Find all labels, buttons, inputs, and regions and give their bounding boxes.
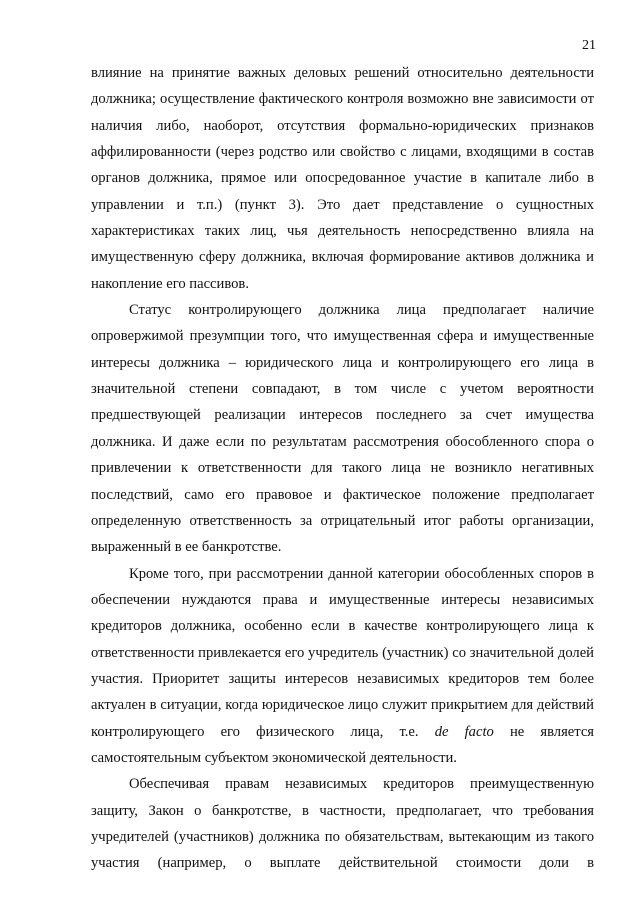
page-number: 21 (582, 38, 596, 53)
latin-term-de-facto: de facto (434, 723, 494, 740)
paragraph-1: влияние на принятие важных деловых решений относительно деятельности должника; осуществление фактического контроля возможно вне зависимости от наличия либо, наоборот, отсутствия формально-юридических признаков аффилированности (через родство или свойство с лицами, входящими в состав органов должника, прямое или опосредованное участие в капитале либо в управлении и т.п.) (пункт 3). Это дает представление о сущностных характеристиках таких лиц, чья деятельность непосредственно влияла на имущественную сферу должника, включая формирование активов должника и накопление его пассивов. (91, 65, 594, 292)
paragraph-4: Обеспечивая правам независимых кредиторов преимущественную защиту, Закон о банкротстве, в частности, предполагает, что требования учредителей (участников) должника по обязательствам, вытекающим из такого участия (например, о выплате действительной стоимости доли в (91, 776, 594, 872)
paragraph-2: Статус контролирующего должника лица предполагает наличие опровержимой презумпции того, что имущественная сфера и имущественные интересы должника – юридического лица и контролирующего его лица в значительной степени совпадают, в том числе с учетом вероятности предшествующей реализации интересов последнего за счет имущества должника. И даже если по результатам рассмотрения обособленного спора о привлечении к ответственности для такого лица не возникло негативных последствий, само его правовое и фактическое положение предполагает определенную ответственность за отрицательный итог работы организации, выраженный в ее банкротстве. (91, 302, 594, 556)
paragraph-3-text-end: не является самостоятельным субъектом экономической деятельности. (91, 723, 595, 766)
body-text (91, 60, 594, 877)
paragraph-3 (91, 561, 594, 772)
paragraph-3-text-start: Кроме того, при рассмотрении данной категории обособленных споров в обеспечении нуждаются права и имущественные интересы независимых кредиторов должника, особенно если в качестве контролирующего лица к ответственности привлекается его учредитель (участник) со значительной долей участия. Приоритет защиты интересов независимых кредиторов тем более актуален в ситуации, когда юридическое лицо служит прикрытием для действий контролирующего его физического лица, т.е. (91, 565, 594, 740)
